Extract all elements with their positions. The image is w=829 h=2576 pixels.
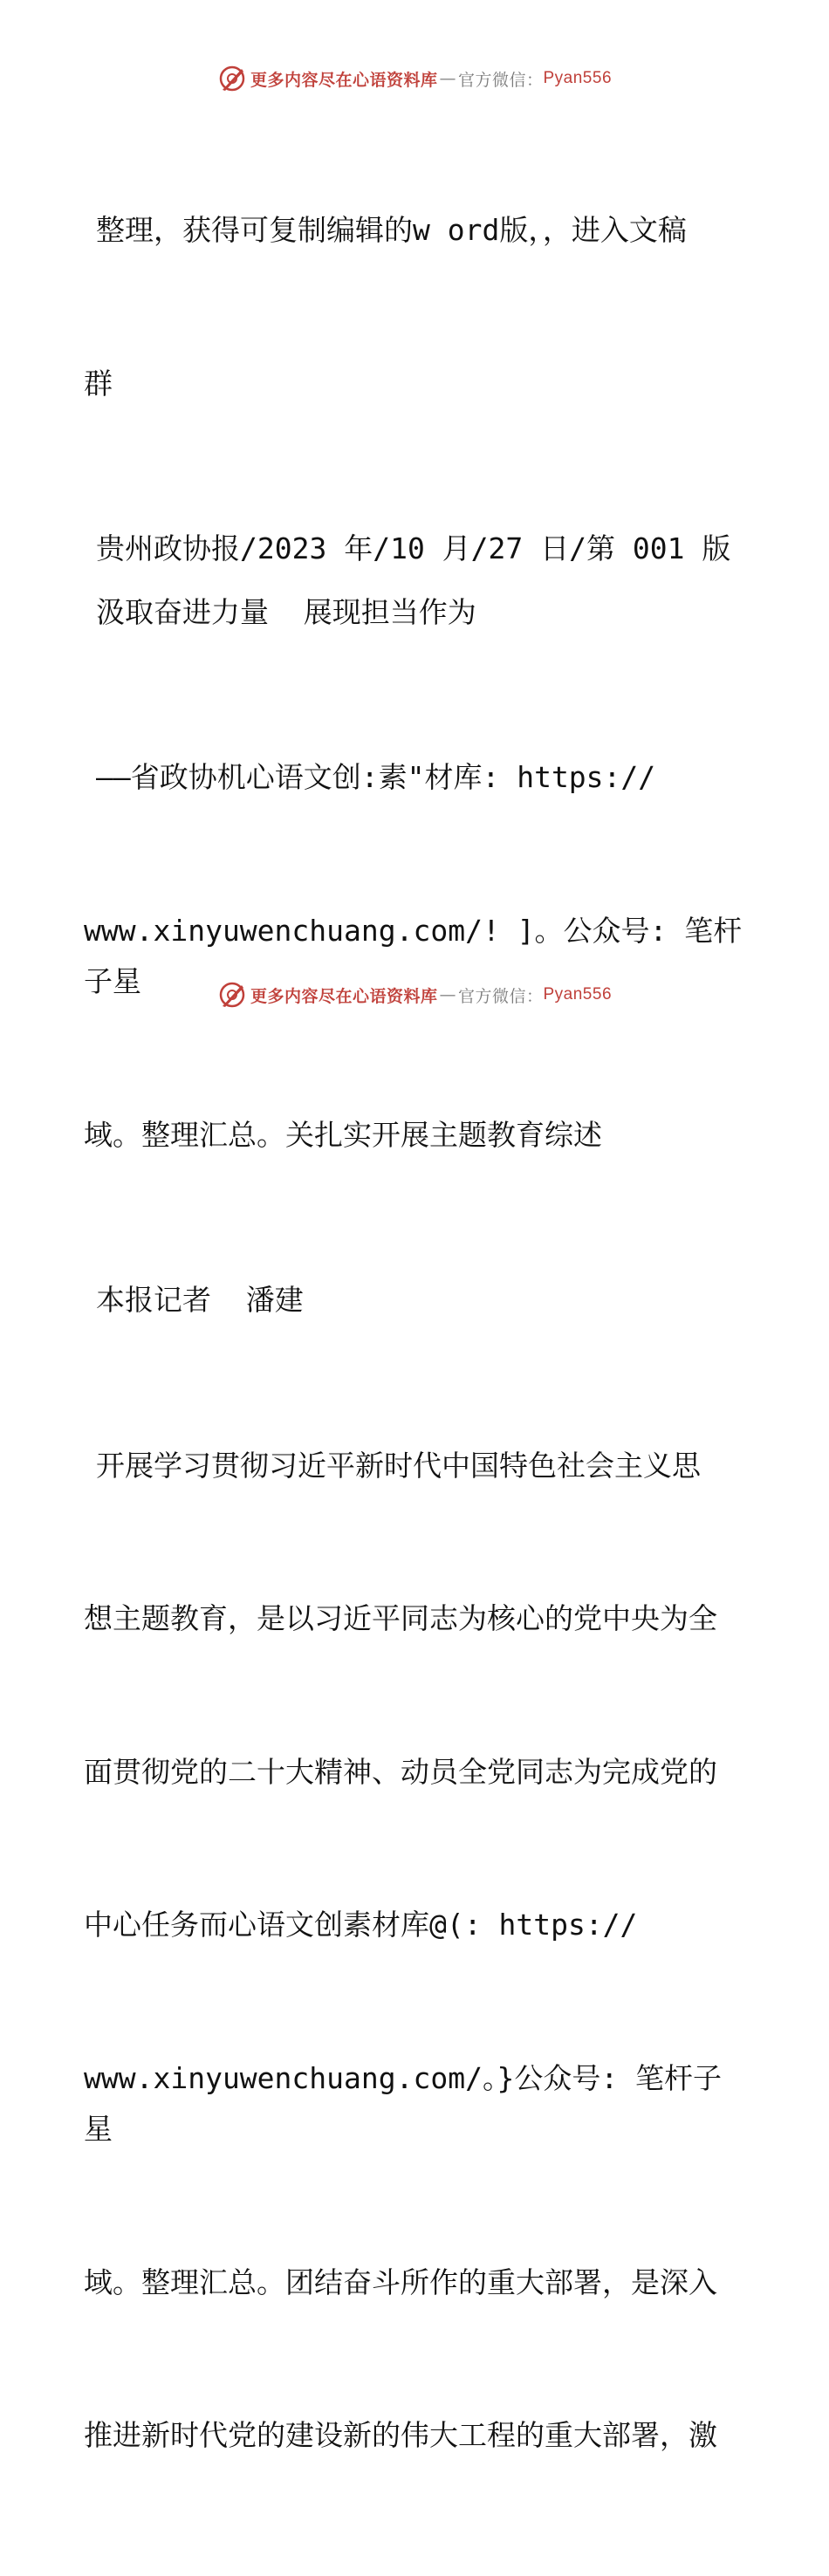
notice-line: 群 xyxy=(84,366,113,401)
banner-brand: 更多内容尽在心语资料库 xyxy=(250,986,438,1006)
banner-dash: — xyxy=(439,69,456,88)
byline: 本报记者 潘建 xyxy=(96,1283,304,1317)
source-line: 贵州政协报/2023 年/10 月/27 日/第 001 版 xyxy=(96,531,731,565)
banner-account: Pyan556 xyxy=(543,69,613,87)
subtitle-line: 域。整理汇总。关扎实开展主题教育综述 xyxy=(84,1117,602,1152)
banner-official-label: 官方微信： xyxy=(457,986,544,1006)
body-line: 面贯彻党的二十大精神、动员全党同志为完成党的 xyxy=(84,1754,717,1789)
body-line: 开展学习贯彻习近平新时代中国特色社会主义思 xyxy=(96,1448,701,1483)
subtitle-line: www.xinyuwenchuang.com/! ]。公众号: 笔杆子星 xyxy=(84,913,743,998)
body-line: www.xinyuwenchuang.com/。}公众号: 笔杆子星 xyxy=(84,2060,723,2146)
quill-pen-logo-icon xyxy=(217,64,247,93)
body-line: 中心任务而心语文创素材库@(: https:// xyxy=(84,1908,638,1942)
header-banner xyxy=(0,61,829,96)
banner-official-label: 官方微信： xyxy=(457,70,544,90)
footer-banner xyxy=(0,977,829,1012)
banner-account: Pyan556 xyxy=(543,985,613,1004)
notice-paragraph xyxy=(84,103,747,511)
article-headline: 汲取奋进力量 展现担当作为 xyxy=(96,594,476,629)
banner-dash: — xyxy=(439,985,456,1004)
article-subtitle xyxy=(84,650,747,1263)
body-line: 想主题教育，是以习近平同志为核心的党中央为全 xyxy=(84,1601,717,1635)
notice-line: 整理，获得可复制编辑的w ord版，，进入文稿 xyxy=(96,213,687,247)
banner-brand: 更多内容尽在心语资料库 xyxy=(250,70,438,90)
body-line: 域。整理汇总。团结奋斗所作的重大部署，是深入 xyxy=(84,2264,717,2299)
body-line: 推进新时代党的建设新的伟大工程的重大部署，激 xyxy=(84,2418,717,2452)
quill-pen-logo-icon xyxy=(217,980,247,1010)
subtitle-line: ——省政协机心语文创:素"材库: https:// xyxy=(96,760,656,794)
body-paragraph xyxy=(84,1339,747,2564)
document-body xyxy=(84,103,747,2576)
